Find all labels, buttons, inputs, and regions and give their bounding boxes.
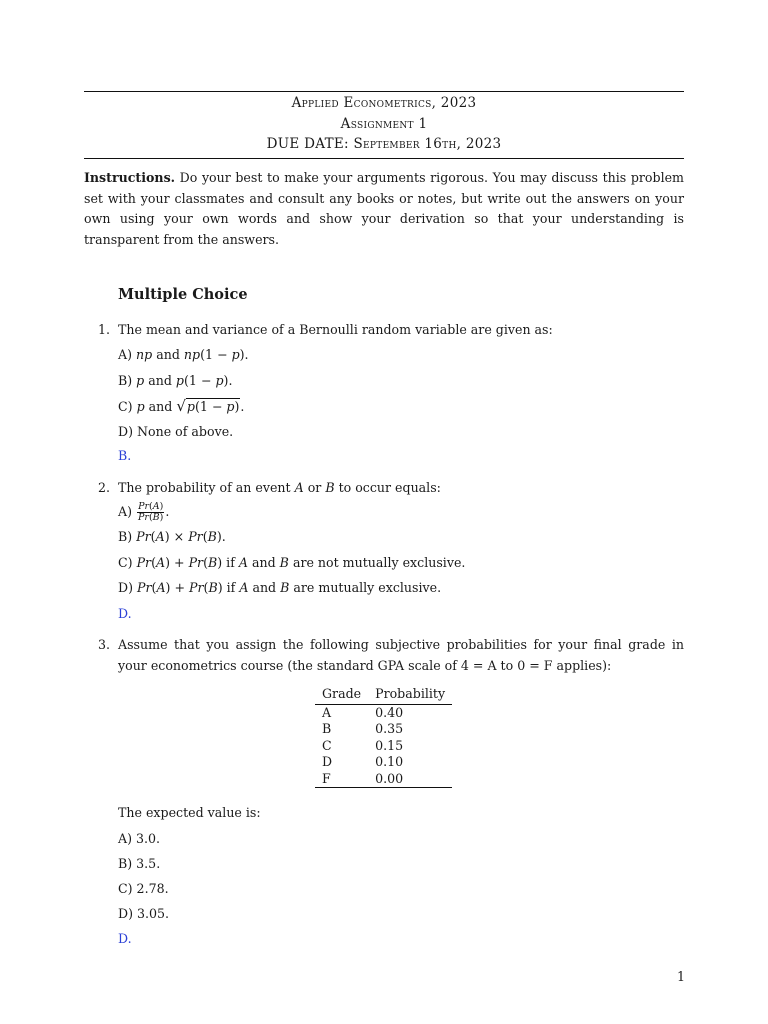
table-cell: F — [322, 770, 331, 786]
table-cell: 0.40 — [375, 704, 404, 720]
table-cell: 0.15 — [375, 737, 404, 753]
instructions-paragraph — [84, 168, 684, 250]
table-cell: 0.10 — [375, 754, 404, 769]
q3-answer: D. — [118, 931, 132, 946]
table-row — [315, 754, 452, 771]
q3-option-a: A) 3.0. — [118, 831, 161, 846]
table-header-grade: Grade — [315, 685, 368, 704]
table-row — [315, 738, 452, 755]
q1-number: 1. — [98, 322, 111, 337]
table-cell: D — [322, 754, 333, 769]
q3-option-c: C) 2.78. — [118, 881, 169, 896]
q2-option-d: D) Pr(A) + Pr(B) if A and B are mutually exclusive. — [118, 580, 442, 595]
section-title: Multiple Choice — [118, 286, 248, 303]
q1-option-c: C) p and √p(1 − p). — [118, 397, 245, 415]
q2-option-a: A) $\frac{Pr(A)}{Pr(B)}$ . — [118, 501, 170, 523]
q2-option-b: B) Pr(A) × Pr(B). — [118, 529, 226, 544]
table-row — [315, 704, 452, 721]
sqrt-symbol: √p(1 − p) — [176, 397, 240, 415]
page-number: 1 — [677, 969, 686, 984]
q3-option-d: D) 3.05. — [118, 906, 170, 921]
table-cell: 0.35 — [375, 721, 404, 736]
bottom-rule — [84, 158, 684, 159]
table-header-row — [315, 685, 452, 704]
table-cell: C — [322, 737, 332, 753]
q3-option-b: B) 3.5. — [118, 856, 161, 871]
q2-number: 2. — [98, 480, 111, 495]
q3-expected-label: The expected value is: — [118, 805, 261, 820]
q2-answer: D. — [118, 606, 132, 621]
top-rule — [84, 91, 684, 92]
fraction: $\frac{Pr(A)}{Pr(B)}$ — [138, 501, 164, 523]
instructions-label: Instructions. — [84, 170, 176, 185]
instructions-text: Do your best to make your arguments rigorous. You may discuss this problem set with your classmates and consult any books or notes, but write out the answers on your own using your own words and show your derivation so that your understanding is transparent from the answers. — [84, 170, 684, 247]
table-cell: B — [322, 721, 332, 736]
table-cell: 0.00 — [375, 770, 404, 786]
q1-option-d: D) None of above. — [118, 424, 234, 439]
table-header-probability: Probability — [368, 685, 452, 704]
grade-probability-table — [315, 685, 452, 788]
q1-text: The mean and variance of a Bernoulli random variable are given as: — [118, 322, 553, 337]
q3-number: 3. — [98, 637, 111, 652]
q1-answer: B. — [118, 448, 132, 463]
q2-text: The probability of an event A or B to occur equals: — [118, 480, 441, 495]
q1-option-b: B) p and p(1 − p). — [118, 373, 233, 388]
due-date: DUE DATE: September 16th, 2023 — [266, 136, 502, 152]
assignment-title: Assignment 1 — [340, 116, 428, 132]
table-cell: A — [322, 704, 332, 720]
q1-option-a: A) np and np(1 − p). — [118, 347, 249, 362]
table-row — [315, 721, 452, 738]
table-row — [315, 771, 452, 788]
course-title: Applied Econometrics, 2023 — [291, 95, 477, 111]
q3-text: Assume that you assign the following subjective probabilities for your final grade in your econometrics course (the standard GPA scale of 4 = A to 0 = F applies): — [118, 637, 684, 673]
q2-option-c: C) Pr(A) + Pr(B) if A and B are not mutually exclusive. — [118, 555, 466, 570]
